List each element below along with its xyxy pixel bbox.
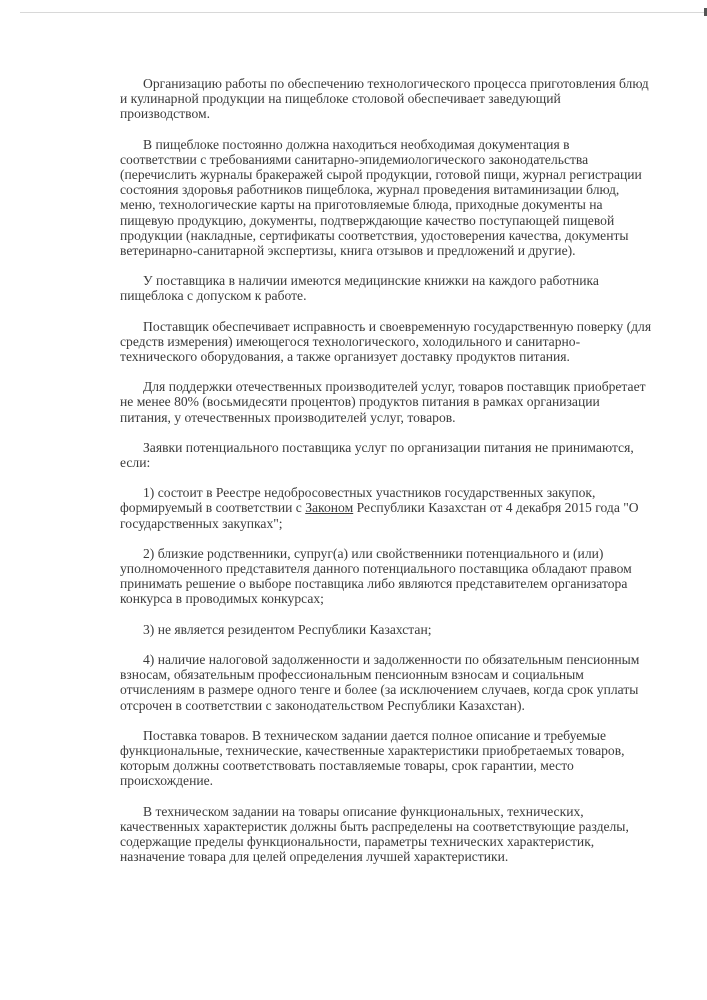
law-link[interactable]: Законом: [305, 500, 354, 516]
text-line: пищеблока с допуском к работе.: [120, 288, 307, 304]
text-line: Поставщик обеспечивает исправность и своевременную государственную поверку (для: [143, 318, 652, 334]
text-line: уполномоченного представителя данного потенциального поставщика обладают правом: [120, 561, 632, 577]
list-item-2: [120, 546, 680, 607]
text-line: ветеринарно-санитарной экспертизы, книга отзывов и предложений и другие).: [120, 243, 576, 259]
text-line: продукции (накладные, сертификаты соответствия, удостоверения качества, документы: [120, 227, 629, 243]
scan-edge-line: [20, 12, 705, 13]
paragraph-goods-supply: [120, 728, 680, 789]
text-line: 4) наличие налоговой задолженности и задолженности по обязательным пенсионным: [143, 651, 640, 667]
text-line: [120, 500, 680, 515]
text-line: меню, технологические карты на приготовляемые блюда, приходные документы на: [120, 197, 603, 213]
text-line: содержащие пределы функциональности, параметры технических характеристик,: [120, 833, 595, 849]
text-line: Заявки потенциального поставщика услуг по организации питания не принимаются,: [143, 439, 634, 455]
text-fragment: формируемый в соответствии с: [120, 500, 306, 516]
document-page: [120, 76, 680, 879]
text-line: отсрочен в соответствии с законодательством Республики Казахстан).: [120, 697, 525, 713]
text-line: пищевую продукцию, документы, подтверждающие качество поступающей пищевой: [120, 212, 615, 228]
text-line: Поставка товаров. В техническом задании дается полное описание и требуемые: [143, 727, 607, 743]
text-line: которым должны соответствовать поставляемые товары, срок гарантии, место: [120, 758, 574, 774]
list-item-1: [120, 485, 680, 531]
text-line: качественных характеристик должны быть распределены на соответствующие разделы,: [120, 818, 629, 834]
text-line: 3) не является резидентом Республики Казахстан;: [143, 621, 432, 637]
list-item-4: [120, 652, 680, 713]
text-line: В пищеблоке постоянно должна находиться необходимая документация в: [143, 136, 570, 152]
text-line: В техническом задании на товары описание функциональных, технических,: [143, 803, 584, 819]
text-line: Организацию работы по обеспечению технологического процесса приготовления блюд: [143, 76, 649, 91]
text-line: функциональные, технические, качественные характеристики приобретаемых товаров,: [120, 742, 625, 758]
text-line: не менее 80% (восьмидесяти процентов) продуктов питания в рамках организации: [120, 394, 600, 410]
paragraph-documentation: [120, 137, 680, 259]
text-line: технического оборудования, а также организует доставку продуктов питания.: [120, 349, 570, 365]
text-line: У поставщика в наличии имеются медицинские книжки на каждого работника: [143, 273, 599, 289]
text-line: отчислениям в размере одного тенге и более (за исключением случаев, когда срок уплаты: [120, 682, 639, 698]
text-line: средств измерения) имеющегося технологического, холодильного и санитарно-: [120, 333, 581, 349]
text-line: состояния здоровья работников пищеблока, журнал проведения витаминизации блюд,: [120, 182, 620, 198]
text-line: происхождение.: [120, 773, 214, 789]
text-fragment: Республики Казахстан от 4 декабря 2015 года "О: [353, 500, 639, 516]
paragraph-equipment: [120, 319, 680, 365]
text-line: если:: [120, 455, 151, 471]
text-line: и кулинарной продукции на пищеблоке столовой обеспечивает заведующий: [120, 91, 561, 107]
text-line: соответствии с требованиями санитарно-эпидемиологического законодательства: [120, 151, 589, 167]
text-line: взносам, обязательным профессиональным пенсионным взносам и социальным: [120, 667, 584, 683]
text-line: государственных закупках";: [120, 515, 283, 531]
text-line: (перечислить журналы бракеражей сырой продукции, готовой пищи, журнал регистрации: [120, 167, 642, 183]
paragraph-medical-books: [120, 273, 680, 303]
text-line: питания, у отечественных производителей услуг, товаров.: [120, 409, 456, 425]
text-line: производством.: [120, 106, 210, 122]
paragraph-kitchen-organization: [120, 76, 680, 122]
paragraph-domestic-producers: [120, 379, 680, 425]
text-line: назначение товара для целей определения лучшей характеристики.: [120, 849, 509, 865]
text-line: 1) состоит в Реестре недобросовестных участников государственных закупок,: [143, 485, 596, 501]
paragraph-technical-specification: [120, 804, 680, 865]
text-line: принимать решение о выборе поставщика либо являются представителем организатора: [120, 576, 628, 592]
text-line: конкурса в проводимых конкурсах;: [120, 591, 324, 607]
text-line: 2) близкие родственники, супруг(а) или свойственники потенциального и (или): [143, 545, 604, 561]
list-item-3: [120, 622, 680, 637]
paragraph-applications-rejected: [120, 440, 680, 470]
text-line: Для поддержки отечественных производителей услуг, товаров поставщик приобретает: [143, 379, 646, 395]
